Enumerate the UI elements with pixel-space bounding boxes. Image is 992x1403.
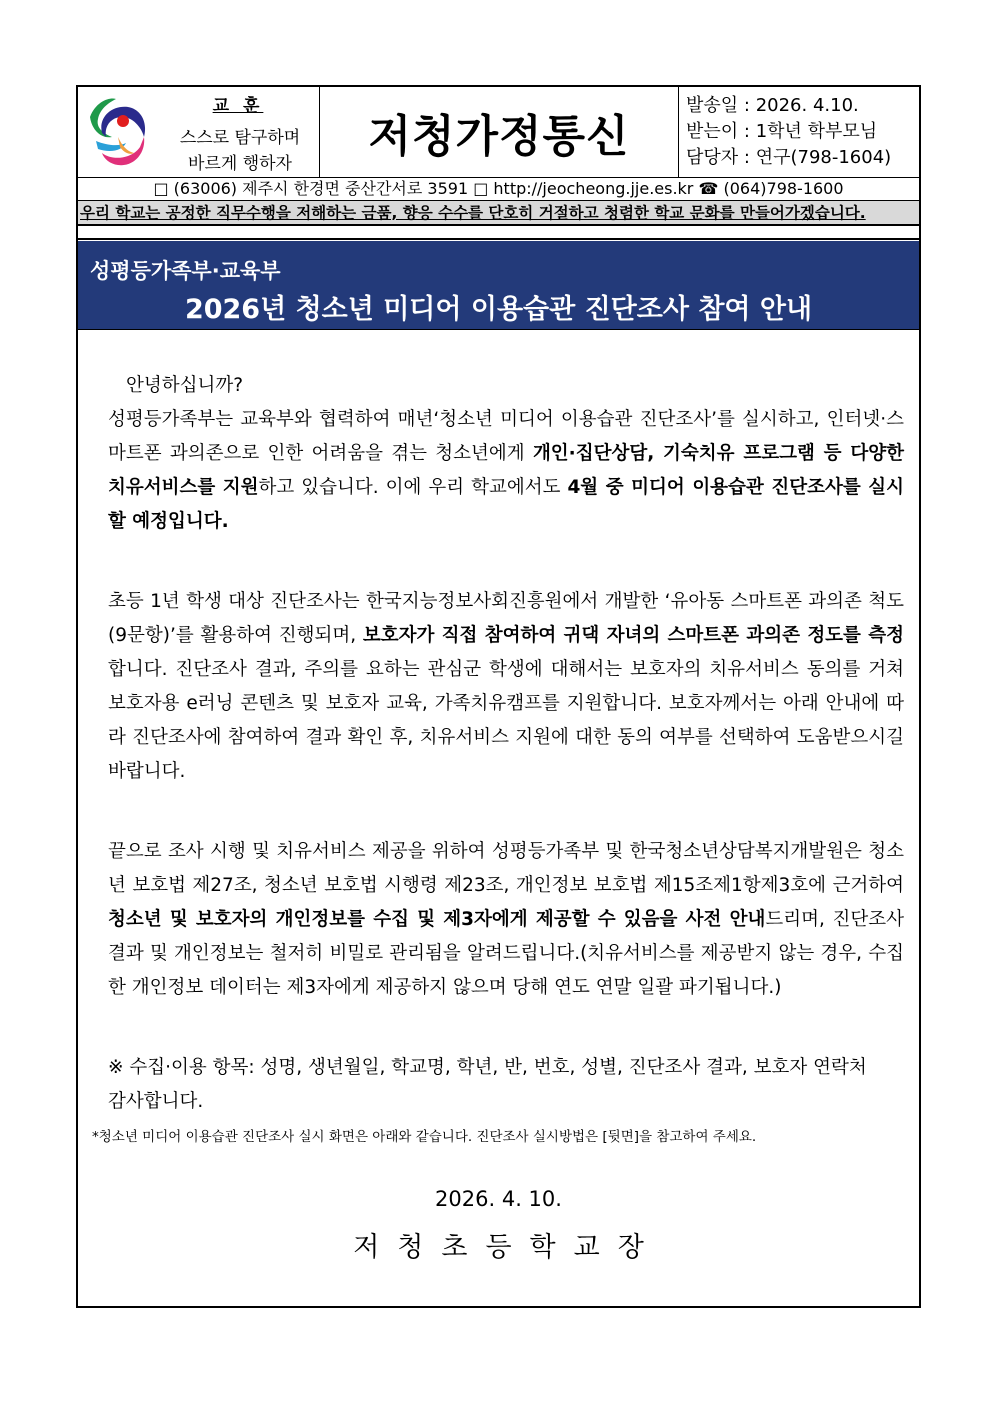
recipient-label: 받는이: [686, 121, 739, 142]
motto-line-2: 바르게 행하자: [188, 154, 292, 174]
paragraph-3-text-2: 드리며, 진단조사 결과 및 개인정보는 철저히 비밀로 관리됨을 알려드립니다.(치유서비스를 제공받지 않는 경우, 수집한 개인정보 데이터는 제3자에게 제공하지 않으며 당해 연도 연말 일괄 파기됩니다.): [108, 909, 905, 998]
recipient-value: 1학년 학부모님: [755, 121, 878, 142]
paragraph-3-bold-1: 청소년 및 보호자의 개인정보를 수집 및 제3자에게 제공할 수 있음을 사전 안내: [108, 909, 766, 930]
notice-title: 2026년 청소년 미디어 이용습관 진단조사 참여 안내: [184, 294, 813, 325]
paragraph-3-text-1: 끝으로 조사 시행 및 치유서비스 제공을 위하여 성평등가족부 및 한국청소년상담복지개발원은 청소년 보호법 제27조, 청소년 보호법 시행령 제23조, 개인정보 보호법 제15조제1항제3호에 근거하여: [108, 841, 904, 896]
ministry-label: 성평등가족부·교육부: [90, 259, 281, 283]
contact-label: 담당자: [686, 147, 739, 168]
divider: [78, 238, 919, 240]
paragraph-2-text-1: 초등 1년 학생 대상 진단조사는 한국지능정보사회진흥원에서 개발한 ‘유아동 스마트폰 과의존 척도(9문항)’를 활용하여 진행되며,: [108, 591, 904, 646]
school-motto-cell: [78, 87, 320, 177]
principal-signature: 저청초등학교장: [353, 1232, 662, 1263]
motto-line-1: 스스로 탐구하며: [179, 128, 301, 148]
send-date-label: 발송일: [686, 95, 739, 116]
paragraph-1-text-2: 하고 있습니다. 이에 우리 학교에서도: [258, 477, 568, 498]
integrity-pledge: 우리 학교는 공정한 직무수행을 저해하는 금품, 향응 수수를 단호히 거절하고 청렴한 학교 문화를 만들어가겠습니다.: [78, 201, 919, 226]
paragraph-3: [108, 835, 904, 1005]
notice-banner: [78, 241, 919, 330]
paragraph-1-bold-1: 개인·집단상담, 기숙치유 프로그램 등 다양한 치유서비스를 지원: [108, 443, 905, 498]
paragraph-2: [108, 585, 904, 789]
contact-row: 담당자 : 연구(798-1604): [686, 147, 892, 168]
paragraph-1-bold-2: 4월 중 미디어 이용습관 진단조사를 실시할 예정입니다.: [108, 477, 904, 532]
newsletter-frame: [76, 85, 921, 1308]
send-date-row: 발송일 : 2026. 4.10.: [686, 95, 859, 116]
newsletter-title-cell: [320, 87, 679, 177]
contact-value: 연구(798-1604): [755, 147, 892, 168]
greeting: 안녕하십니까?: [126, 375, 244, 396]
footnote: *청소년 미디어 이용습관 진단조사 실시 화면은 아래와 같습니다. 진단조사 실시방법은 [뒷면]을 참고하여 주세요.: [92, 1129, 757, 1145]
school-address-line: □ (63006) 제주시 한경면 중산간서로 3591 □ http://jeocheong.jje.es.kr ☎ (064)798-1600: [78, 178, 919, 201]
paragraph-1: [108, 403, 904, 539]
paragraph-2-text-2: 합니다. 진단조사 결과, 주의를 요하는 관심군 학생에 대해서는 보호자의 치유서비스 동의를 거쳐 보호자용 e러닝 콘텐츠 및 보호자 교육, 가족치유캠프를 지원합니다. 보호자께서는 아래 안내에 따라 진단조사에 참여하여 결과 확인 후, 치유서비스 지원에 대한 동의 여부를 선택하여 도움받으시길 바랍니다.: [108, 659, 904, 782]
school-emblem-icon: [82, 93, 160, 171]
send-date-value: 2026. 4.10.: [755, 95, 859, 116]
thanks: 감사합니다.: [108, 1091, 204, 1112]
collected-items: ※ 수집·이용 항목: 성명, 생년월일, 학교명, 학년, 반, 번호, 성별, 진단조사 결과, 보호자 연락처: [108, 1057, 867, 1078]
recipient-row: 받는이 : 1학년 학부모님: [686, 121, 878, 142]
send-info: [686, 93, 916, 171]
closing-date: 2026. 4. 10.: [435, 1187, 562, 1211]
paragraph-1-text-1: 성평등가족부는 교육부와 협력하여 매년‘청소년 미디어 이용습관 진단조사’를 실시하고, 인터넷·스마트폰 과의존으로 인한 어려움을 겪는 청소년에게: [108, 409, 904, 464]
motto-title: 교 훈: [212, 96, 264, 116]
newsletter-title: 저청가정통신: [368, 111, 630, 162]
paragraph-2-bold-1: 보호자가 직접 참여하여 귀댁 자녀의 스마트폰 과의존 정도를 측정: [362, 625, 904, 646]
newsletter-header: [78, 87, 919, 178]
